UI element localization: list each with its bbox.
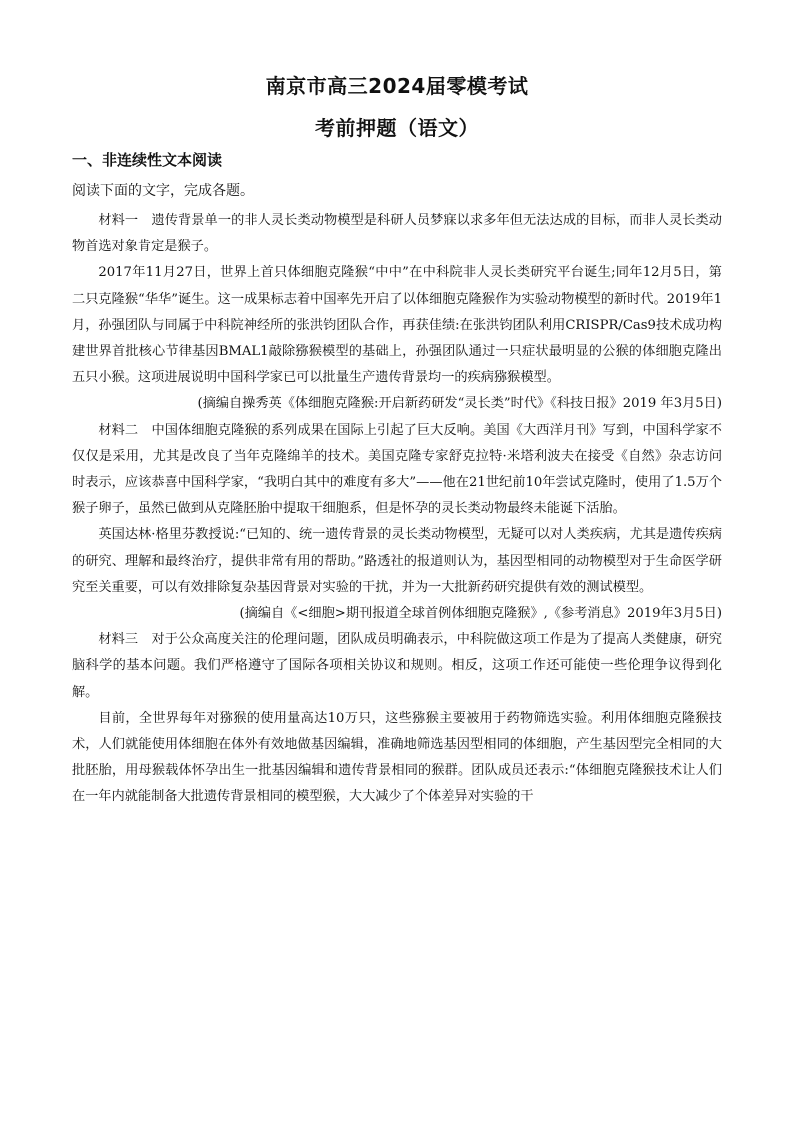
section-heading: 一、非连续性文本阅读 — [72, 151, 223, 169]
document-subtitle: 考前押题（语文） — [315, 116, 479, 140]
material-three-body-paragraph: 目前，全世界每年对猕猴的使用量高达10万只，这些猕猴主要被用于药物筛选实验。利用体细胞克隆猴技术，人们就能使用体细胞在体外有效地做基因编辑，准确地筛选基因型相同的体细胞，产生基因型完全相同的大批胚胎，用母猴载体怀孕出生一批基因编辑和遗传背景相同的猴群。团队成员还表示:“体细胞克隆猴技术让人们在一年内就能制备大批遗传背景相同的模型猴，大大减少了个体差异对实验的干 — [72, 710, 722, 805]
material-two-paragraph: 材料二 中国体细胞克隆猴的系列成果在国际上引起了巨大反响。美国《大西洋月刊》写到，中国科学家不仅仅是采用，尤其是改良了当年克隆绵羊的技术。美国克隆专家舒克拉特·米塔利波夫在接受《自然》杂志访问时表示，应该恭喜中国科学家，“我明白其中的难度有多大”——他在21世纪前10年尝试克隆时，使用了1.5万个猴子卵子，虽然已做到从克隆胚胎中提取干细胞系，但是怀孕的灵长类动物最终未能诞下活胎。 — [72, 422, 722, 517]
material-one-body-paragraph: 2017年11月27日，世界上首只体细胞克隆猴“中中”在中科院非人灵长类研究平台诞生;同年12月5日，第二只克隆猴“华华”诞生。这一成果标志着中国率先开启了以体细胞克隆猴作为实验动物模型的新时代。2019年1月，孙强团队与同属于中科院神经所的张洪钧团队合作，再获佳绩:在张洪钧团队利用CRISPR/Cas9技术成功构建世界首批核心节律基因BMAL1敲除猕猴模型的基础上，孙强团队通过一只症状最明显的公猴的体细胞克隆出五只小猴。这项进展说明中国科学家已可以批量生产遗传背景均一的疾病猕猴模型。 — [72, 265, 722, 386]
material-three-paragraph: 材料三 对于公众高度关注的伦理问题，团队成员明确表示，中科院做这项工作是为了提高人类健康，研究脑科学的基本问题。我们严格遵守了国际各项相关协议和规则。相反，这项工作还可能使一些伦理争议得到化解。 — [72, 632, 722, 700]
instruction-text: 阅读下面的文字，完成各题。 — [72, 183, 254, 199]
material-two-body-paragraph: 英国达林·格里芬教授说:“已知的、统一遗传背景的灵长类动物模型，无疑可以对人类疾病，尤其是遗传疾病的研究、理解和最终治疗，提供非常有用的帮助。”路透社的报道则认为，基因型相同的动物模型对于生命医学研究至关重要，可以有效排除复杂基因背景对实验的干扰，并为一大批新药研究提供有效的测试模型。 — [72, 527, 722, 595]
reading-passage — [72, 208, 722, 811]
document-title: 南京市高三2024届零模考试 — [265, 74, 529, 98]
material-two-source: (摘编自《<细胞>期刊报道全球首例体细胞克隆猴》,《参考消息》2019年3月5日) — [239, 606, 722, 622]
material-one-source: (摘编自操秀英《体细胞克隆猴:开启新药研发“灵长类”时代》《科技日报》2019 年3月5日) — [197, 396, 722, 412]
material-one-paragraph: 材料一 遗传背景单一的非人灵长类动物模型是科研人员梦寐以求多年但无法达成的目标，而非人灵长类动物首选对象肯定是猴子。 — [72, 213, 722, 255]
